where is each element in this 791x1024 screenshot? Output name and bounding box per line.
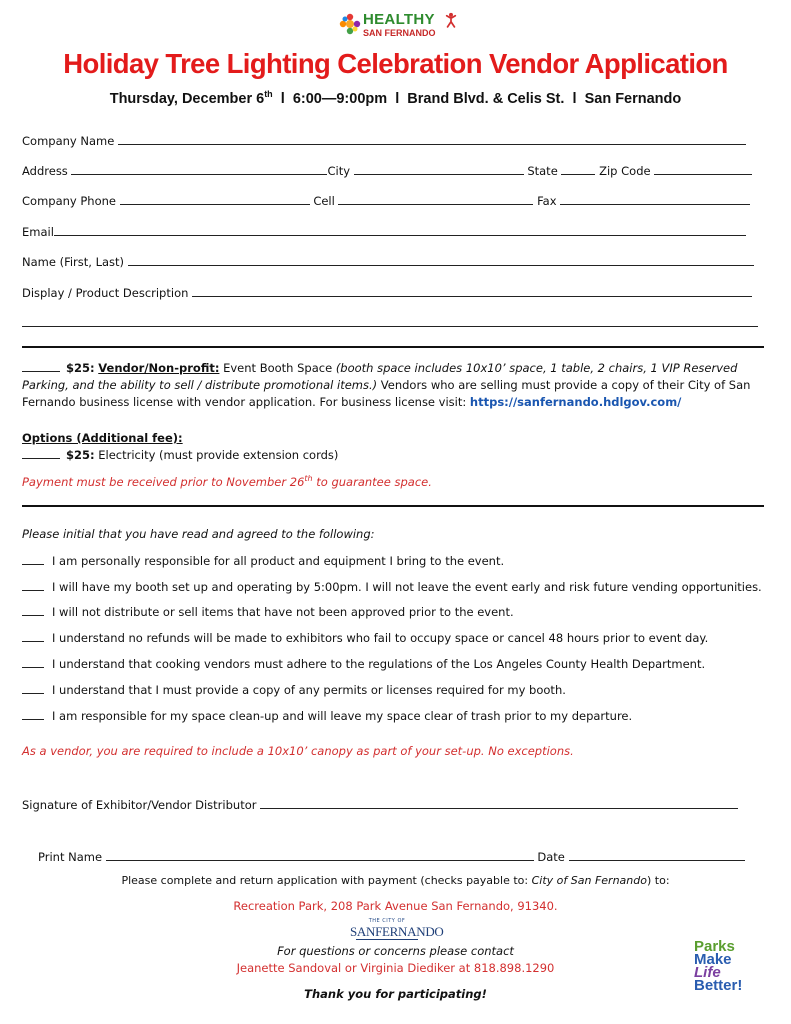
canopy-notice: As a vendor, you are required to include a 10x10’ canopy as part of your set-up. No exceptions. (22, 744, 574, 758)
initial-field[interactable] (22, 554, 44, 565)
signature-field[interactable] (260, 796, 738, 809)
payment-deadline-text: Payment must be received prior to November 26 (22, 474, 305, 489)
agreement-item (22, 605, 514, 619)
initial-field[interactable] (22, 657, 44, 668)
divider (22, 505, 764, 507)
print-name-field[interactable] (106, 848, 534, 861)
address-row (22, 162, 752, 178)
seal-rule (356, 939, 418, 940)
booth-desc: Event Booth Space (223, 361, 333, 375)
agreement-text: I understand that I must provide a copy of any permits or licenses required for my booth. (52, 683, 566, 697)
agreement-item (22, 657, 705, 671)
parks-make-life-better-logo (694, 940, 764, 998)
agreement-intro: Please initial that you have read and agreed to the following: (22, 527, 375, 541)
initial-field[interactable] (22, 580, 44, 591)
separator: l (280, 90, 285, 107)
electricity-desc: Electricity (must provide extension cords) (98, 448, 339, 462)
signature-row (22, 796, 738, 812)
state-label: State (527, 164, 558, 178)
cell-field[interactable] (338, 192, 533, 205)
payment-deadline (22, 474, 432, 489)
agreement-item (22, 580, 762, 594)
date-field[interactable] (569, 848, 745, 861)
page-title: Holiday Tree Lighting Celebration Vendor Application (63, 48, 728, 79)
city-of-san-fernando-logo (350, 918, 444, 942)
questions-text: For questions or concerns please contact (277, 944, 514, 958)
agreement-text: I am personally responsible for all product and equipment I bring to the event. (52, 554, 505, 568)
signature-label: Signature of Exhibitor/Vendor Distributor (22, 798, 257, 812)
event-time: 6:00—9:00pm (292, 90, 388, 107)
agreement-item (22, 631, 708, 645)
separator: l (395, 90, 400, 107)
flower-icon (339, 13, 361, 35)
separator: l (572, 90, 577, 107)
display-field[interactable] (192, 284, 752, 297)
logo-line-1: HEALTHY (363, 11, 435, 28)
logo-line-2: SAN FERNANDO (363, 28, 436, 38)
event-date: Thursday, December 6 (109, 90, 265, 107)
options-heading: Options (Additional fee): (22, 431, 183, 445)
return-address: Recreation Park, 208 Park Avenue San Fernando, 91340. (233, 899, 558, 913)
event-date-suffix: th (264, 89, 273, 99)
event-city: San Fernando (584, 90, 682, 107)
return-text: Please complete and return application with payment (checks payable to: (121, 874, 529, 887)
event-location: Brand Blvd. & Celis St. (407, 90, 565, 107)
payment-deadline-suffix: th (304, 474, 313, 483)
electricity-option (22, 448, 338, 462)
life-word: Life (694, 964, 721, 981)
agreement-item (22, 683, 566, 697)
display-field-line-2[interactable] (22, 314, 758, 327)
divider (22, 346, 764, 348)
agreement-text: I understand no refunds will be made to exhibitors who fail to occupy space or cancel 48 hours prior to event day. (52, 631, 709, 645)
email-row (22, 223, 746, 239)
cell-label: Cell (313, 194, 335, 208)
zip-field[interactable] (654, 162, 752, 175)
company-name-label: Company Name (22, 134, 115, 148)
thank-you: Thank you for participating! (304, 987, 487, 1001)
email-field[interactable] (54, 223, 746, 236)
name-label: Name (First, Last) (22, 255, 125, 269)
name-field[interactable] (128, 253, 754, 266)
seal-small-text: THE CITY OF (368, 918, 406, 924)
fax-field[interactable] (560, 192, 750, 205)
name-row (22, 253, 754, 269)
booth-section (22, 360, 752, 411)
fax-label: Fax (537, 194, 557, 208)
payable-to: City of San Fernando (531, 874, 647, 887)
agreement-item (22, 554, 504, 568)
contact-info: Jeanette Sandoval or Virginia Diediker at 818.898.1290 (236, 961, 555, 975)
agreement-text: I am responsible for my space clean-up and will leave my space clear of trash prior to my departure. (52, 709, 633, 723)
better-word: Better! (694, 977, 743, 994)
agreement-text: I understand that cooking vendors must adhere to the regulations of the Los Angeles County Health Department. (52, 657, 706, 671)
phone-row (22, 192, 750, 208)
company-phone-field[interactable] (120, 192, 310, 205)
address-label: Address (22, 164, 68, 178)
initial-field[interactable] (22, 605, 44, 616)
business-license-link[interactable]: https://sanfernando.hdlgov.com/ (469, 395, 682, 409)
return-instructions (0, 874, 791, 887)
make-word: Make (694, 951, 732, 968)
initial-field[interactable] (22, 683, 44, 694)
return-text-end: ) to: (646, 874, 670, 887)
print-name-row (38, 848, 745, 864)
company-name-field[interactable] (118, 132, 746, 145)
print-name-label: Print Name (38, 850, 103, 864)
event-details (0, 89, 791, 107)
parks-word: Parks (694, 938, 735, 955)
initial-field[interactable] (22, 631, 44, 642)
city-field[interactable] (354, 162, 524, 175)
seal-text: SANFERNANDO (350, 924, 444, 939)
address-field[interactable] (71, 162, 327, 175)
initial-field[interactable] (22, 709, 44, 720)
email-label: Email (22, 225, 54, 239)
zip-label: Zip Code (599, 164, 651, 178)
display-label: Display / Product Description (22, 286, 189, 300)
healthy-san-fernando-logo (337, 9, 457, 45)
booth-license: Vendors who are selling must provide a copy of their City of San Fernando business license with vendor application. For business license visit: (22, 378, 751, 409)
payment-deadline-end: to guarantee space. (316, 474, 432, 489)
electricity-price: $25: (66, 448, 95, 462)
booth-type: Vendor/Non-profit: (98, 361, 220, 375)
company-phone-label: Company Phone (22, 194, 116, 208)
agreement-text: I will not distribute or sell items that have not been approved prior to the event. (52, 605, 514, 619)
state-field[interactable] (561, 162, 595, 175)
city-label: City (327, 164, 351, 178)
running-figure-icon (445, 12, 457, 28)
booth-initial-field[interactable] (22, 361, 60, 372)
date-label: Date (537, 850, 565, 864)
company-name-row (22, 132, 746, 148)
display-row (22, 284, 752, 300)
agreement-item (22, 709, 632, 723)
agreement-text: I will have my booth set up and operating by 5:00pm. I will not leave the event early and risk future vending opportunities. (52, 580, 762, 594)
electricity-initial-field[interactable] (22, 448, 60, 459)
booth-price: $25: (66, 361, 95, 375)
booth-note: (booth space includes 10x10’ space, 1 table, 2 chairs, 1 VIP Reserved Parking, and the ability to sell / distribute promotional items.) (22, 361, 738, 392)
